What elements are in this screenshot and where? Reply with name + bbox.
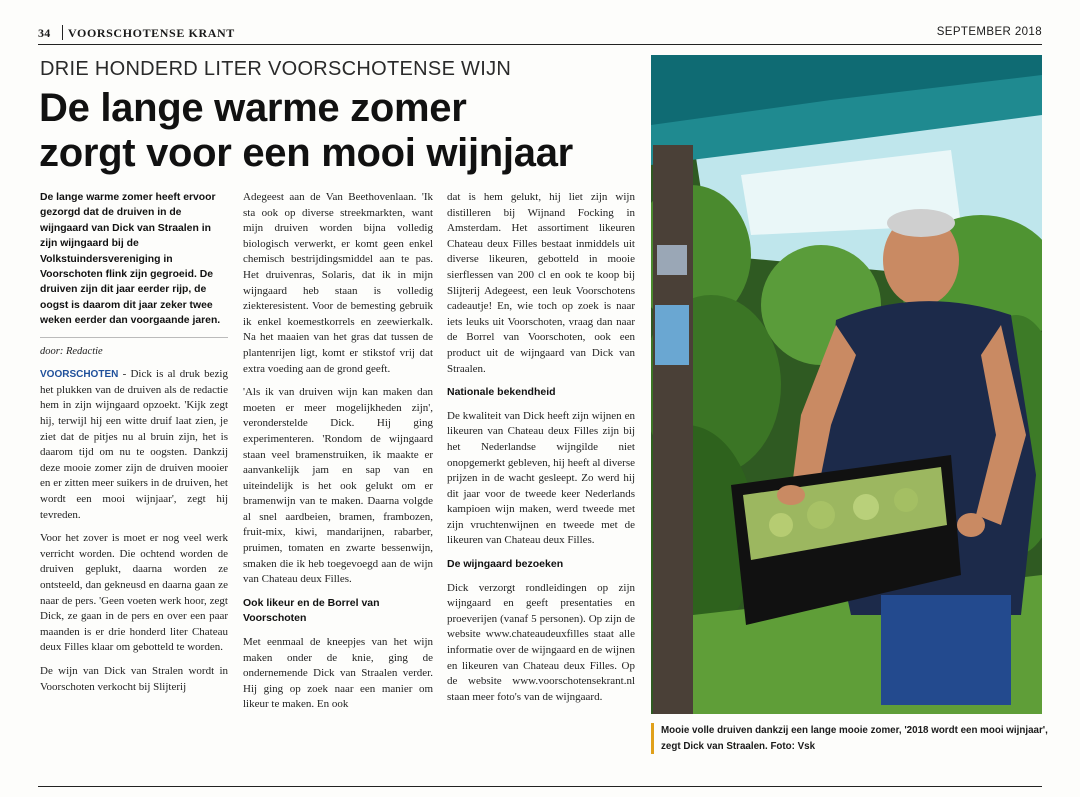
paragraph: Met eenmaal de kneepjes van het wijn maken onder de knie, ging de ondernemende Dick van Straalen verder. Hij ging op zoek naar een manier om likeur te maken. En ook (243, 636, 433, 711)
paragraph: Adegeest aan de Van Beethovenlaan. 'Ik sta ook op diverse streekmarkten, want mijn druiven worden bijna volledig biologisch verwerkt, er komt geen enkel chemisch bestrijdingsmiddel aan te pas. Het druivenras, Solaris, dat ik in mijn wijngaard heb staan is volledig ziekteresistent. Voor de bemesting gebruik ik enkel koemestkorrels en zeewierkalk. Na het maaien van het gras dat tussen de plantenrijen ligt, komt er stikstof vrij dat extra voeding aan de grond geeft. (243, 191, 433, 375)
article-column-3 (447, 190, 635, 713)
paragraph-text: - Dick is al druk bezig het plukken van de druiven als de redactie hem in zijn wijngaard opzoekt. 'Kijk zegt hij, terwijl hij een witte druif laat zien, je ziet dat de pitjes nu al bruin zijn, het is daarom tijd om nu te oogsten. Dankzij deze mooie zomer zijn de druiven mooier en er zitten meer suikers in de druiven, het wordt een mooi wijnjaar', zegt hij tevreden. (40, 368, 228, 521)
paragraph: dat is hem gelukt, hij liet zijn wijn distilleren bij Wijnand Focking in Amsterdam. Het assortiment likeuren Chateau deux Filles bestaat inmiddels uit diverse likeuren, gebotteld in mooie sierflessen van 200 cl en ook te koop bij Slijterij Adegeest, een leuk Voorschotens cadeautje! En, wie toch op zoek is naar iets leuks uit Voorschoten, vraag dan naar de Borrel van Voorschoten, ook een product uit de wijngaard van Dick van Straalen. (447, 191, 635, 375)
paragraph: Dick verzorgt rondleidingen op zijn wijngaard en geeft presentaties en proeverijen (vanaf 5 personen). Op zijn de website www.chateaudeuxfilles staat alle informatie over de wijngaard en de wijnen en likeuren van Chateau deux Filles. Op de website www.voorschotensekrant.nl staan meer foto's van de wijngaard. (447, 581, 635, 703)
footer-rule (38, 786, 1042, 788)
article-lead: De lange warme zomer heeft ervoor gezorgd dat de druiven in de wijngaard van Dick van Straalen in zijn wijngaard bij de Volkstuindersvereniging in Voorschoten flink zijn gegroeid. De druiven zijn dit jaar eerder rijp, de oogst is daarom dit jaar zeker twee weken eerder dan voorgaande jaren. (40, 192, 221, 327)
publication-name: VOORSCHOTENSE KRANT (68, 26, 235, 40)
article-byline: door: Redactie (40, 337, 228, 360)
headline-line-1: De lange warme zomer (39, 86, 467, 130)
paragraph: Voor het zover is moet er nog veel werk verricht worden. Die ochtend worden de druiven geplukt, daarna worden ze ontsteeld, dan gekneusd en daarna gaan ze naar de pers. 'Geen voeten werk hoor, zegt Dick, ze gaan in de pers en over een paar maanden is er drie honderd liter Chateau deux Filles klaar om gebotteld te worden. (40, 532, 228, 654)
article-column-2 (243, 190, 433, 721)
issue-date: SEPTEMBER 2018 (936, 26, 1042, 38)
article-photo (651, 55, 1042, 714)
headline-line-2: zorgt voor een mooi wijnjaar (39, 131, 573, 175)
paragraph: 'Als ik van druiven wijn kan maken dan moeten er meer mogelijkheden zijn', veronderstelde Dick. Hij ging experimenteren. 'Rondom de wijngaard staan veel bramenstruiken, ik maakte er aanvankelijk jam en sap van en uiteindelijk is het ook gelukt om er bramenwijn van te maken. Daarna volgde al snel aardbeien, bramen, frambozen, fruit-mix, kiwi, mandarijnen, rabarber, pruimen, tomaten en zwarte bessenwijn, smaken die ik heb toegevoegd aan de wijn van Chateau deux Filles. (243, 386, 433, 586)
subheading: De wijngaard bezoeken (447, 558, 564, 571)
article-column-1 (40, 190, 228, 703)
paragraph: De wijn van Dick van Stralen wordt in Voorschoten verkocht bij Slijterij (40, 664, 228, 693)
dateline: VOORSCHOTEN (40, 369, 119, 381)
subheading: Nationale bekendheid (447, 386, 556, 399)
page-number: 34 (38, 26, 51, 40)
vineyard-photo-illustration (651, 55, 1042, 714)
paragraph: De kwaliteit van Dick heeft zijn wijnen en likeuren van Chateau deux Filles zijn bij het Nederlandse wijngilde niet onopgemerkt gebleven, hij heeft al diverse prijzen in de wacht gesleept. Zo werd hij dit jaar voor de tweede keer Nederlands kampioen wijn maken, werd tweede met zijn vruchtenwijnen en tweede met de likeuren van Chateau deux Filles. (447, 409, 635, 547)
header-separator (62, 25, 63, 40)
paragraph (40, 367, 228, 523)
article-kicker: DRIE HONDERD LITER VOORSCHOTENSE WIJN (40, 58, 512, 80)
subheading: Ook likeur en de Borrel van Voorschoten (243, 596, 380, 625)
page-header (38, 22, 1042, 45)
photo-caption: Mooie volle druiven dankzij een lange mooie zomer, '2018 wordt een mooi wijnjaar', zegt Dick van Straalen. Foto: Vsk (651, 723, 1056, 754)
article-headline (39, 86, 649, 176)
